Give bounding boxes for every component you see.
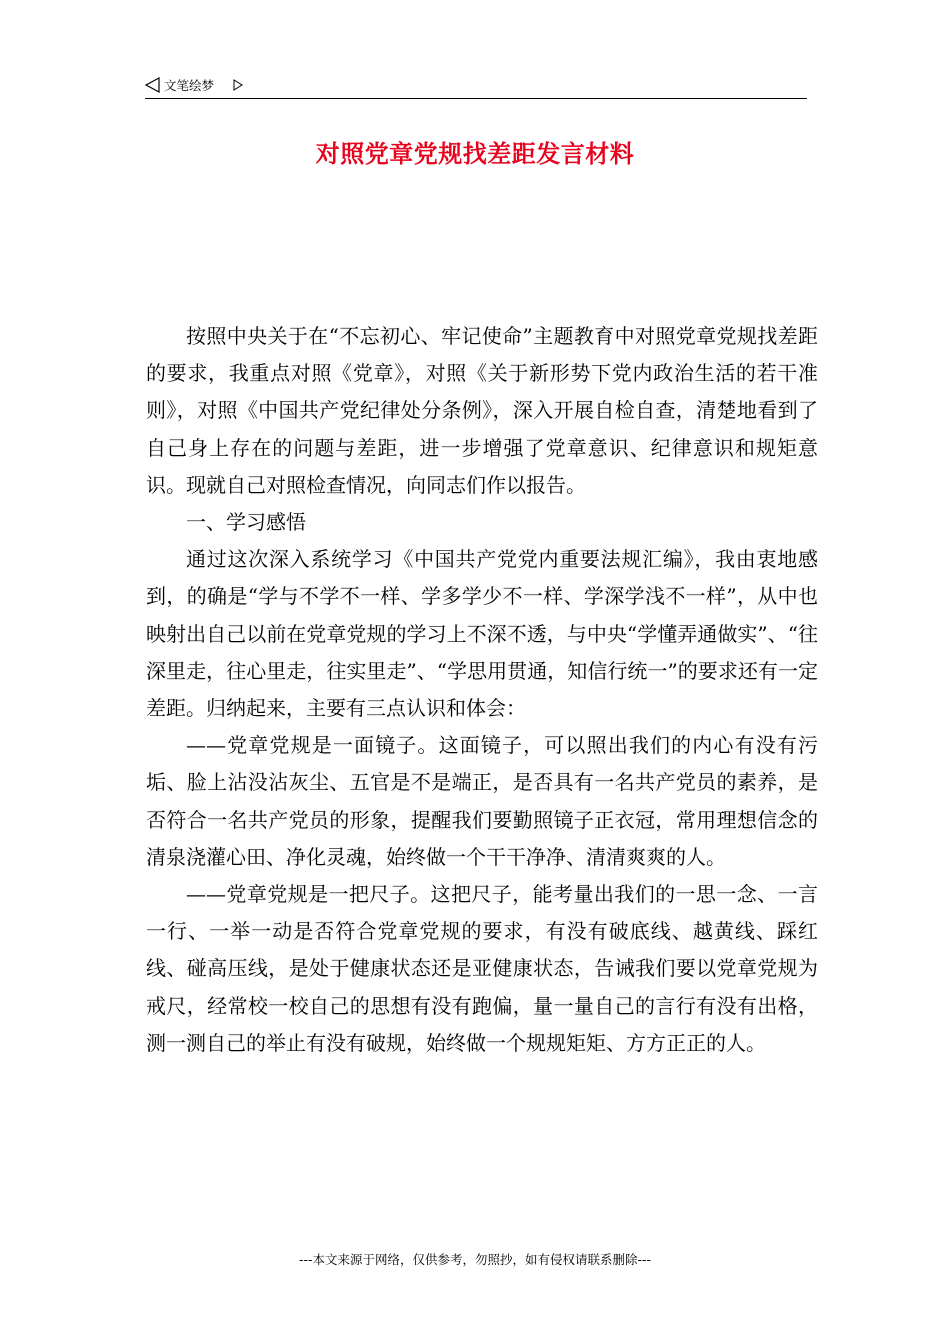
page-footer: ---本文来源于网络，仅供参考，勿照抄，如有侵权请联系删除--- (298, 1252, 652, 1267)
paragraph-intro: 按照中央关于在“不忘初心、牢记使命”主题教育中对照党章党规找差距的要求，我重点对照《党章》，对照《关于新形势下党内政治生活的若干准则》，对照《中国共产党纪律处分条例》，深入开展自检自查，清楚地看到了自己身上存在的问题与差距，进一步增强了党章意识、纪律意识和规矩意识。现就自己对照检查情况，向同志们作以报告。 (146, 324, 818, 497)
triangle-left-icon (145, 77, 161, 93)
section-heading: 一、学习感悟 (186, 510, 306, 535)
header-brand: 文笔绘梦 (164, 78, 215, 93)
document-title: 对照党章党规找差距发言材料 (315, 139, 635, 168)
triangle-right-icon (233, 79, 243, 91)
paragraph-mirror: ——党章党规是一面镜子。这面镜子，可以照出我们的内心有没有污垢、脸上沾没沾灰尘、五官是不是端正，是否具有一名共产党员的素养，是否符合一名共产党员的形象，提醒我们要勤照镜子正衣冠，常用理想信念的清泉浇灌心田、净化灵魂，始终做一个干干净净、清清爽爽的人。 (146, 733, 818, 869)
page-header (145, 74, 807, 99)
paragraph-study: 通过这次深入系统学习《中国共产党党内重要法规汇编》，我由衷地感到，的确是“学与不学不一样、学多学少不一样、学深学浅不一样”，从中也映射出自己以前在党章党规的学习上不深不透，与中央“学懂弄通做实”、“往深里走，往心里走，往实里走”、“学思用贯通，知信行统一”的要求还有一定差距。归纳起来，主要有三点认识和体会： (146, 547, 818, 721)
paragraph-ruler: ——党章党规是一把尺子。这把尺子，能考量出我们的一思一念、一言一行、一举一动是否符合党章党规的要求，有没有破底线、越黄线、踩红线、碰高压线，是处于健康状态还是亚健康状态，告诫我们要以党章党规为戒尺，经常校一校自己的思想有没有跑偏，量一量自己的言行有没有出格，测一测自己的举止有没有破规，始终做一个规规矩矩、方方正正的人。 (146, 882, 818, 1055)
document-body (146, 318, 818, 1062)
